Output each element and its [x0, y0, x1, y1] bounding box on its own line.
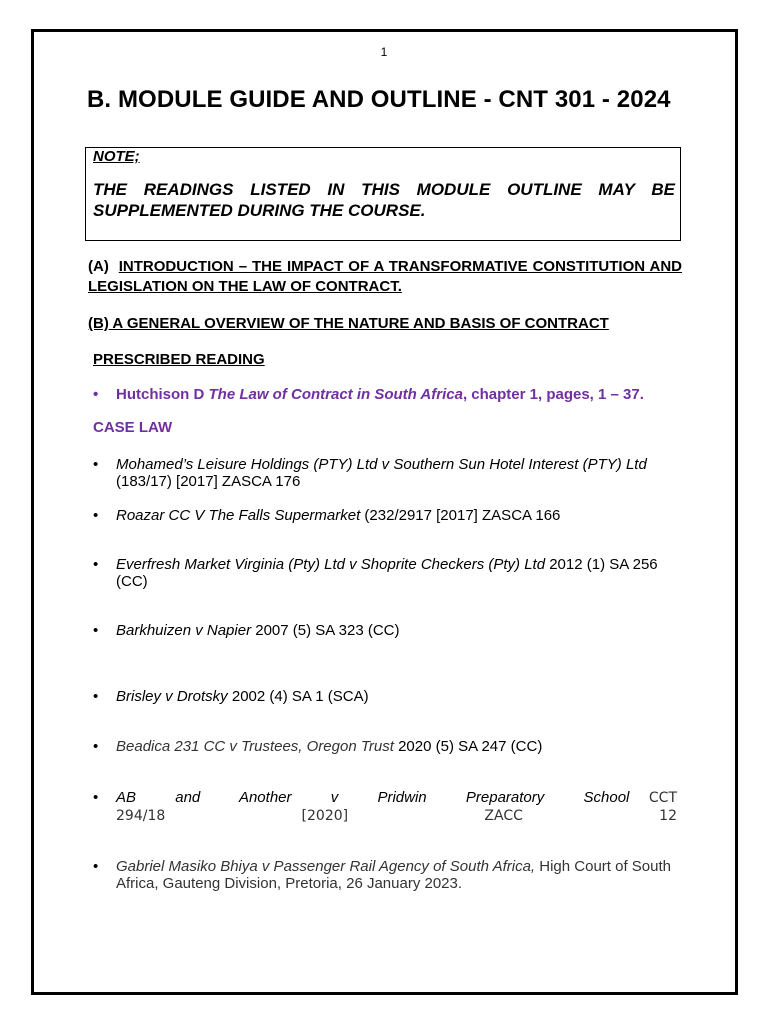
prescribed-reading-item	[93, 386, 644, 403]
case-item	[93, 738, 677, 755]
bullet-icon: •	[93, 456, 99, 473]
case-item	[93, 507, 677, 524]
case-name: AB and Another v Pridwin Preparatory School	[116, 789, 630, 806]
case-law-heading: CASE LAW	[93, 419, 173, 436]
case-name: Everfresh Market Virginia (Pty) Ltd v Shoprite Checkers (Pty) Ltd	[116, 556, 546, 573]
case-citation: High Court of South Africa, Gauteng Division, Pretoria, 26 January 2023.	[116, 858, 672, 892]
bullet-icon: •	[93, 738, 99, 755]
case-name: Beadica 231 CC v Trustees, Oregon Trust	[116, 738, 394, 755]
case-name: Gabriel Masiko Bhiya v Passenger Rail Agency of South Africa,	[116, 858, 536, 875]
note-label: NOTE;	[93, 148, 140, 165]
section-a-title: INTRODUCTION – THE IMPACT OF A TRANSFORMATIVE CONSTITUTION AND LEGISLATION ON THE LAW OF CONTRACT.	[88, 258, 682, 295]
section-a-heading	[88, 257, 682, 297]
bullet-icon: •	[93, 858, 99, 875]
reading-author: Hutchison D	[116, 386, 209, 403]
case-item	[93, 789, 677, 825]
bullet-icon: •	[93, 386, 99, 403]
case-item	[93, 688, 677, 705]
case-citation: 2012 (1) SA 256 (CC)	[116, 556, 658, 590]
case-item	[93, 456, 677, 490]
case-name: Brisley v Drotsky	[116, 688, 228, 705]
case-citation: (232/2917 [2017] ZASCA 166	[360, 507, 561, 524]
reading-pages: , chapter 1, pages, 1 – 37.	[462, 386, 644, 403]
section-a-prefix: (A)	[88, 258, 109, 275]
case-citation: (183/17) [2017] ZASCA 176	[116, 473, 301, 490]
section-b-heading: (B) A GENERAL OVERVIEW OF THE NATURE AND BASIS OF CONTRACT	[88, 315, 609, 332]
case-citation: 2007 (5) SA 323 (CC)	[251, 622, 400, 639]
case-item	[93, 556, 677, 590]
note-text: THE READINGS LISTED IN THIS MODULE OUTLINE MAY BE SUPPLEMENTED DURING THE COURSE.	[93, 180, 675, 220]
bullet-icon: •	[93, 556, 99, 573]
case-item	[93, 858, 677, 892]
case-name: Roazar CC V The Falls Supermarket	[116, 507, 361, 524]
case-name: Barkhuizen v Napier	[116, 622, 252, 639]
case-citation: 2002 (4) SA 1 (SCA)	[227, 688, 369, 705]
bullet-icon: •	[93, 789, 99, 806]
prescribed-reading-heading: PRESCRIBED READING	[93, 351, 265, 368]
reading-book-title: The Law of Contract in South Africa	[208, 386, 463, 403]
bullet-icon: •	[93, 622, 99, 639]
case-name: Mohamed’s Leisure Holdings (PTY) Ltd v Southern Sun Hotel Interest (PTY) Ltd	[116, 456, 647, 473]
bullet-icon: •	[93, 507, 99, 524]
case-item	[93, 622, 677, 639]
case-citation: CCT 294/18 [2020] ZACC 12	[116, 790, 677, 824]
document-title: B. MODULE GUIDE AND OUTLINE - CNT 301 - 2024	[87, 86, 671, 113]
page-number: 1	[380, 45, 388, 59]
bullet-icon: •	[93, 688, 99, 705]
case-citation: 2020 (5) SA 247 (CC)	[393, 738, 543, 755]
